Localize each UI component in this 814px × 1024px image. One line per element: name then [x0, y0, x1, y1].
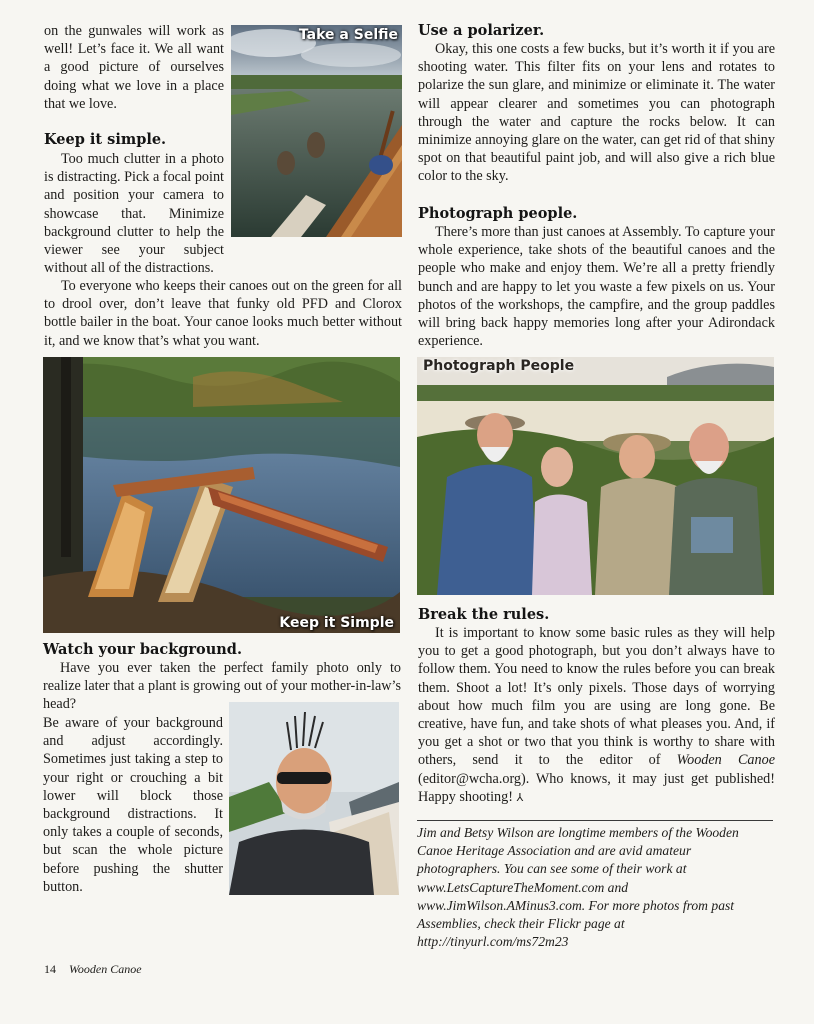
heading-watch-your-background: Watch your background. — [43, 641, 242, 658]
people-paragraph: There’s more than just canoes at Assembly. To capture your whole experience, take shots of the beautiful canoes and the people who make and enjoy them. We’re all a pretty friendly bunch and are happy to let you waste a few pixels on us. Your photos of the workshops, the campfire, and the group paddles will bring back happy memories long after your Adirondack experience. — [418, 224, 775, 350]
rules-magazine-name: Wooden Canoe — [676, 752, 775, 769]
photo-background-example — [229, 702, 399, 895]
photo-keep-it-simple — [43, 357, 400, 633]
page-number: 14 — [44, 962, 56, 976]
rules-text-pre: It is important to know some basic rules as they will help you to get a good photograph, but you don’t always have to follow them. You need to know the rules before you can break them. Shoot a lot! It’s only pixels. Those days of worrying about how much film you are using are long gone. Be creative, have fun, and take shots of what pleases you. And, if you get a shot or two that you think is worthy to share with others, send it to the editor of — [418, 625, 775, 769]
intro-text-block — [44, 22, 224, 149]
bio-divider — [417, 820, 773, 821]
intro-paragraph: on the gunwales will work as well! Let’s face it. We all want a good picture of ourselves doing what we love in a place that we love. — [44, 23, 224, 112]
keep-simple-paragraph-1: Too much clutter in a photo is distracting. Pick a focal point and position your camera to showcase that. Minimize background clutter to help the viewer see your subject without all of the distractions. — [44, 151, 224, 277]
caption-photograph-people: Photograph People — [423, 358, 575, 374]
background-block-2 — [43, 714, 223, 896]
heading-use-a-polarizer: Use a polarizer. — [418, 22, 545, 39]
caption-keep-it-simple: Keep it Simple — [279, 615, 394, 631]
keep-simple-block — [44, 150, 224, 277]
photo-take-a-selfie — [231, 25, 402, 237]
author-bio: Jim and Betsy Wilson are longtime members of the Wooden Canoe Heritage Association and are avid amateur photographers. You can see some of their work at www.LetsCaptureTheMoment.com and www.JimWilson.AMinus3.com. For more photos from past Assemblies, check their Flickr page at http://tinyurl.com/ms72m23 — [417, 825, 739, 950]
photo-photograph-people — [417, 357, 774, 595]
rules-text-post: (editor@wcha.org). Who knows, it may just get published! Happy shooting! — [418, 770, 775, 805]
keep-simple-paragraph-2: To everyone who keeps their canoes out on the green for all to drool over, don’t leave that funky old PFD and Clorox bottle bailer in the boat. Your canoe looks much better without it, and we know that’s what you want. — [44, 278, 402, 349]
polarizer-block — [418, 22, 775, 186]
polarizer-paragraph: Okay, this one costs a few bucks, but it’s worth it if you are shooting water. This filter fits on your lens and rotates to polarize the sun glare, and minimize or eliminate it. The water will appear clearer and sometimes you can photograph through the water and capture the rocks below. It can minimize annoying glare on the water, can get rid of that shiny spot on that beautiful paint job, and will also give a rich blue color to the sky. — [418, 41, 775, 185]
heading-keep-it-simple: Keep it simple. — [44, 131, 167, 149]
heading-break-the-rules: Break the rules. — [418, 606, 550, 623]
background-paragraph-rest: Be aware of your background and adjust accordingly. Sometimes just taking a step to your right or crouching a bit lower will block those background distractions. It only takes a couple of seconds, but scan the whole picture before pushing the shutter button. — [43, 715, 223, 895]
heading-photograph-people: Photograph people. — [418, 205, 578, 222]
caption-take-a-selfie: Take a Selfie — [298, 27, 398, 43]
background-paragraph-lead: Have you ever taken the perfect family photo only to realize later that a plant is growing out of your mother-in-law’s head? — [43, 660, 401, 713]
keep-simple-block-2 — [44, 277, 402, 350]
footer-magazine-name: Wooden Canoe — [69, 962, 142, 976]
rules-paragraph — [418, 624, 775, 807]
people-block — [418, 205, 775, 350]
rules-block — [418, 606, 775, 807]
page-footer — [44, 962, 142, 977]
end-mark-icon: ⅄ — [516, 790, 524, 804]
